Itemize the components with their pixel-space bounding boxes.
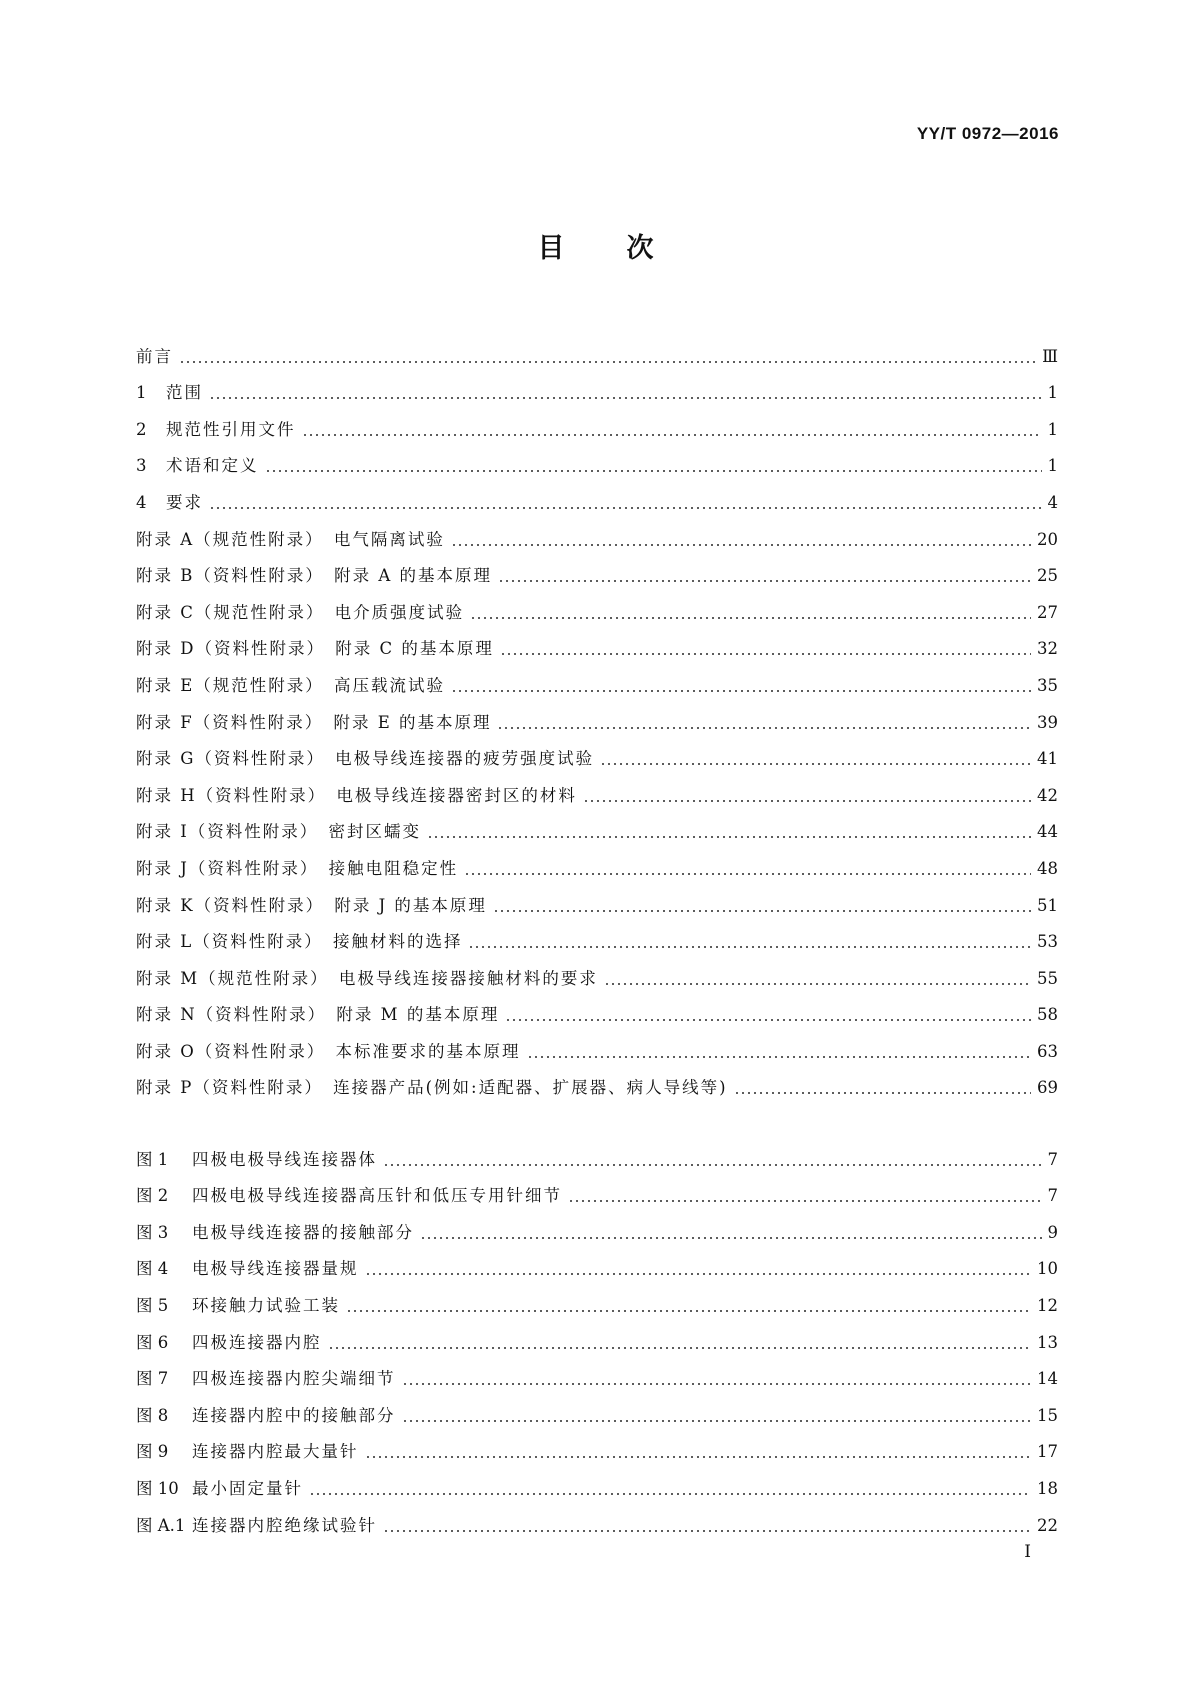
page-title: 目次 xyxy=(537,233,716,264)
toc-entry-title: 附录 D（资料性附录） 附录 C 的基本原理 xyxy=(136,639,494,659)
dot-leader xyxy=(179,361,1036,363)
dot-leader xyxy=(402,1420,1032,1422)
toc-entry-number: 图 2 xyxy=(136,1186,169,1206)
toc-sections-list xyxy=(136,330,1058,1098)
dot-leader xyxy=(309,1493,1031,1495)
toc-entry-page-number: 32 xyxy=(1037,639,1058,659)
toc-entry-page-number: 27 xyxy=(1037,602,1058,622)
toc-entry[interactable] xyxy=(136,842,1058,879)
toc-entry[interactable] xyxy=(136,476,1058,513)
toc-entry[interactable] xyxy=(136,367,1058,404)
toc-entry-number: 图 A.1 xyxy=(136,1515,186,1535)
toc-entry-title: 四极电极导线连接器体 xyxy=(192,1149,377,1169)
dot-leader xyxy=(302,434,1042,436)
toc-figures-list xyxy=(136,1133,1058,1536)
toc-entry-title: 附录 P（资料性附录） 连接器产品(例如:适配器、扩展器、病人导线等) xyxy=(136,1078,728,1098)
toc-entry-title: 最小固定量针 xyxy=(192,1478,303,1498)
toc-entry-title: 附录 I（资料性附录） 密封区蠕变 xyxy=(136,822,422,842)
dot-leader xyxy=(583,800,1031,802)
toc-entry[interactable] xyxy=(136,989,1058,1026)
toc-entry[interactable] xyxy=(136,696,1058,733)
dot-leader xyxy=(209,397,1042,399)
toc-entry-page-number: 48 xyxy=(1037,858,1058,878)
dot-leader xyxy=(498,580,1031,582)
toc-entry-number: 3 xyxy=(136,456,147,476)
standard-code: YY/T 0972—2016 xyxy=(916,124,1059,143)
toc-entry-page-number: 13 xyxy=(1037,1332,1058,1352)
toc-entry-page-number: 14 xyxy=(1037,1369,1058,1389)
toc-entry-title: 范围 xyxy=(166,383,203,403)
toc-entry[interactable] xyxy=(136,440,1058,477)
toc-entry[interactable] xyxy=(136,1025,1058,1062)
toc-entry-title: 附录 J（资料性附录） 接触电阻稳定性 xyxy=(136,858,459,878)
toc-entry[interactable] xyxy=(136,769,1058,806)
dot-leader xyxy=(365,1273,1032,1275)
dot-leader xyxy=(420,1237,1042,1239)
toc-entry-page-number: 15 xyxy=(1037,1405,1058,1425)
toc-entry-page-number: 22 xyxy=(1037,1515,1058,1535)
toc-entry-number: 图 6 xyxy=(136,1332,169,1352)
toc-entry-page-number: 63 xyxy=(1037,1041,1058,1061)
toc-entry[interactable] xyxy=(136,916,1058,953)
toc-entry-title: 附录 N（资料性附录） 附录 M 的基本原理 xyxy=(136,1005,500,1025)
toc-entry-title: 附录 K（资料性附录） 附录 J 的基本原理 xyxy=(136,895,487,915)
toc-entry[interactable] xyxy=(136,1062,1058,1099)
toc-entry[interactable] xyxy=(136,879,1058,916)
toc-entry[interactable] xyxy=(136,952,1058,989)
toc-entry-title: 附录 E（规范性附录） 高压载流试验 xyxy=(136,675,446,695)
toc-entry-page-number: 7 xyxy=(1047,1149,1058,1169)
toc-entry[interactable] xyxy=(136,806,1058,843)
toc-entry-title: 附录 L（资料性附录） 接触材料的选择 xyxy=(136,932,463,952)
toc-entry-title: 电极导线连接器的接触部分 xyxy=(192,1222,414,1242)
dot-leader xyxy=(383,1164,1042,1166)
toc-entry-number: 1 xyxy=(136,383,147,403)
toc-entry-title: 附录 H（资料性附录） 电极导线连接器密封区的材料 xyxy=(136,785,577,805)
toc-entry-page-number: 1 xyxy=(1047,456,1058,476)
dot-leader xyxy=(328,1347,1032,1349)
toc-entry-number: 图 5 xyxy=(136,1295,169,1315)
toc-entry-number: 图 8 xyxy=(136,1405,169,1425)
toc-entry-title: 附录 G（资料性附录） 电极导线连接器的疲劳强度试验 xyxy=(136,749,595,769)
toc-entry-number: 图 10 xyxy=(136,1478,179,1498)
dot-leader xyxy=(734,1092,1031,1094)
toc-entry[interactable] xyxy=(136,733,1058,770)
toc-entry[interactable] xyxy=(136,1499,1058,1536)
dot-leader xyxy=(470,617,1031,619)
footer-page-number: I xyxy=(1024,1542,1031,1562)
toc-entry-page-number: 69 xyxy=(1037,1078,1058,1098)
toc-entry-title: 连接器内腔最大量针 xyxy=(192,1442,359,1462)
toc-entry-title: 附录 O（资料性附录） 本标准要求的基本原理 xyxy=(136,1041,521,1061)
dot-leader xyxy=(451,544,1031,546)
toc-entry-page-number: 25 xyxy=(1037,566,1058,586)
toc-entry-title: 附录 C（规范性附录） 电介质强度试验 xyxy=(136,602,465,622)
toc-entry-page-number: 12 xyxy=(1037,1295,1058,1315)
toc-entry[interactable] xyxy=(136,586,1058,623)
dot-leader xyxy=(427,836,1031,838)
toc-entry-page-number: Ⅲ xyxy=(1042,346,1058,366)
toc-entry-number: 图 9 xyxy=(136,1442,169,1462)
toc-entry-number: 2 xyxy=(136,419,147,439)
toc-entry-number: 图 1 xyxy=(136,1149,169,1169)
toc-entry[interactable] xyxy=(136,513,1058,550)
toc-entry[interactable] xyxy=(136,1316,1058,1353)
toc-entry-title: 环接触力试验工装 xyxy=(192,1295,340,1315)
toc-entry-page-number: 44 xyxy=(1037,822,1058,842)
toc-entry-title: 术语和定义 xyxy=(166,456,259,476)
toc-entry-title: 附录 B（资料性附录） 附录 A 的基本原理 xyxy=(136,566,493,586)
toc-entry-title: 四极连接器内腔尖端细节 xyxy=(192,1369,396,1389)
dot-leader xyxy=(493,910,1031,912)
toc-entry-page-number: 17 xyxy=(1037,1442,1058,1462)
toc-entry-title: 电极导线连接器量规 xyxy=(192,1259,359,1279)
toc-entry[interactable] xyxy=(136,403,1058,440)
toc-entry-page-number: 7 xyxy=(1047,1186,1058,1206)
toc-entry[interactable] xyxy=(136,623,1058,660)
toc-entry-title: 要求 xyxy=(166,492,203,512)
toc-entry-page-number: 41 xyxy=(1037,749,1058,769)
toc-entry-title: 连接器内腔绝缘试验针 xyxy=(192,1515,377,1535)
dot-leader xyxy=(604,983,1031,985)
dot-leader xyxy=(402,1383,1032,1385)
toc-entry-page-number: 58 xyxy=(1037,1005,1058,1025)
dot-leader xyxy=(464,873,1031,875)
dot-leader xyxy=(346,1310,1031,1312)
toc-entry-page-number: 39 xyxy=(1037,712,1058,732)
toc-entry-page-number: 1 xyxy=(1047,383,1058,403)
toc-entry[interactable] xyxy=(136,1206,1058,1243)
dot-leader xyxy=(383,1530,1031,1532)
toc-entry-page-number: 18 xyxy=(1037,1478,1058,1498)
dot-leader xyxy=(497,727,1031,729)
toc-entry[interactable] xyxy=(136,550,1058,587)
toc-entry-page-number: 42 xyxy=(1037,785,1058,805)
dot-leader xyxy=(568,1200,1042,1202)
dot-leader xyxy=(451,690,1031,692)
dot-leader xyxy=(209,507,1042,509)
toc-entry-page-number: 35 xyxy=(1037,675,1058,695)
toc-entry-title: 附录 A（规范性附录） 电气隔离试验 xyxy=(136,529,445,549)
toc-entry-page-number: 20 xyxy=(1037,529,1058,549)
toc-entry[interactable] xyxy=(136,1353,1058,1390)
toc-entry-title: 附录 F（资料性附录） 附录 E 的基本原理 xyxy=(136,712,492,732)
toc-entry-title: 四极连接器内腔 xyxy=(192,1332,322,1352)
dot-leader xyxy=(265,470,1042,472)
dot-leader xyxy=(365,1456,1032,1458)
toc-entry[interactable] xyxy=(136,330,1058,367)
toc-entry[interactable] xyxy=(136,1243,1058,1280)
toc-entry-title: 附录 M（规范性附录） 电极导线连接器接触材料的要求 xyxy=(136,968,598,988)
toc-entry[interactable] xyxy=(136,1462,1058,1499)
toc-entry-page-number: 51 xyxy=(1037,895,1058,915)
toc-entry-number: 图 4 xyxy=(136,1259,169,1279)
toc-entry-page-number: 55 xyxy=(1037,968,1058,988)
dot-leader xyxy=(527,1056,1031,1058)
toc-entry[interactable] xyxy=(136,1133,1058,1170)
toc-entry-page-number: 1 xyxy=(1047,419,1058,439)
toc-entry-page-number: 4 xyxy=(1047,492,1058,512)
toc-entry-page-number: 10 xyxy=(1037,1259,1058,1279)
toc-entry-number: 图 3 xyxy=(136,1222,169,1242)
toc-entry-title: 连接器内腔中的接触部分 xyxy=(192,1405,396,1425)
dot-leader xyxy=(505,1019,1031,1021)
toc-entry[interactable] xyxy=(136,1170,1058,1207)
toc-entry-page-number: 53 xyxy=(1037,932,1058,952)
toc-entry[interactable] xyxy=(136,1426,1058,1463)
dot-leader xyxy=(468,946,1031,948)
dot-leader xyxy=(500,653,1031,655)
toc-entry-page-number: 9 xyxy=(1047,1222,1058,1242)
toc-entry-title: 规范性引用文件 xyxy=(166,419,296,439)
toc-entry[interactable] xyxy=(136,1389,1058,1426)
toc-entry-number: 图 7 xyxy=(136,1369,169,1389)
toc-entry-number: 4 xyxy=(136,492,147,512)
dot-leader xyxy=(600,763,1031,765)
toc-entry[interactable] xyxy=(136,659,1058,696)
toc-entry-title: 四极电极导线连接器高压针和低压专用针细节 xyxy=(192,1186,562,1206)
toc-entry[interactable] xyxy=(136,1279,1058,1316)
toc-entry-title: 前言 xyxy=(136,346,173,366)
